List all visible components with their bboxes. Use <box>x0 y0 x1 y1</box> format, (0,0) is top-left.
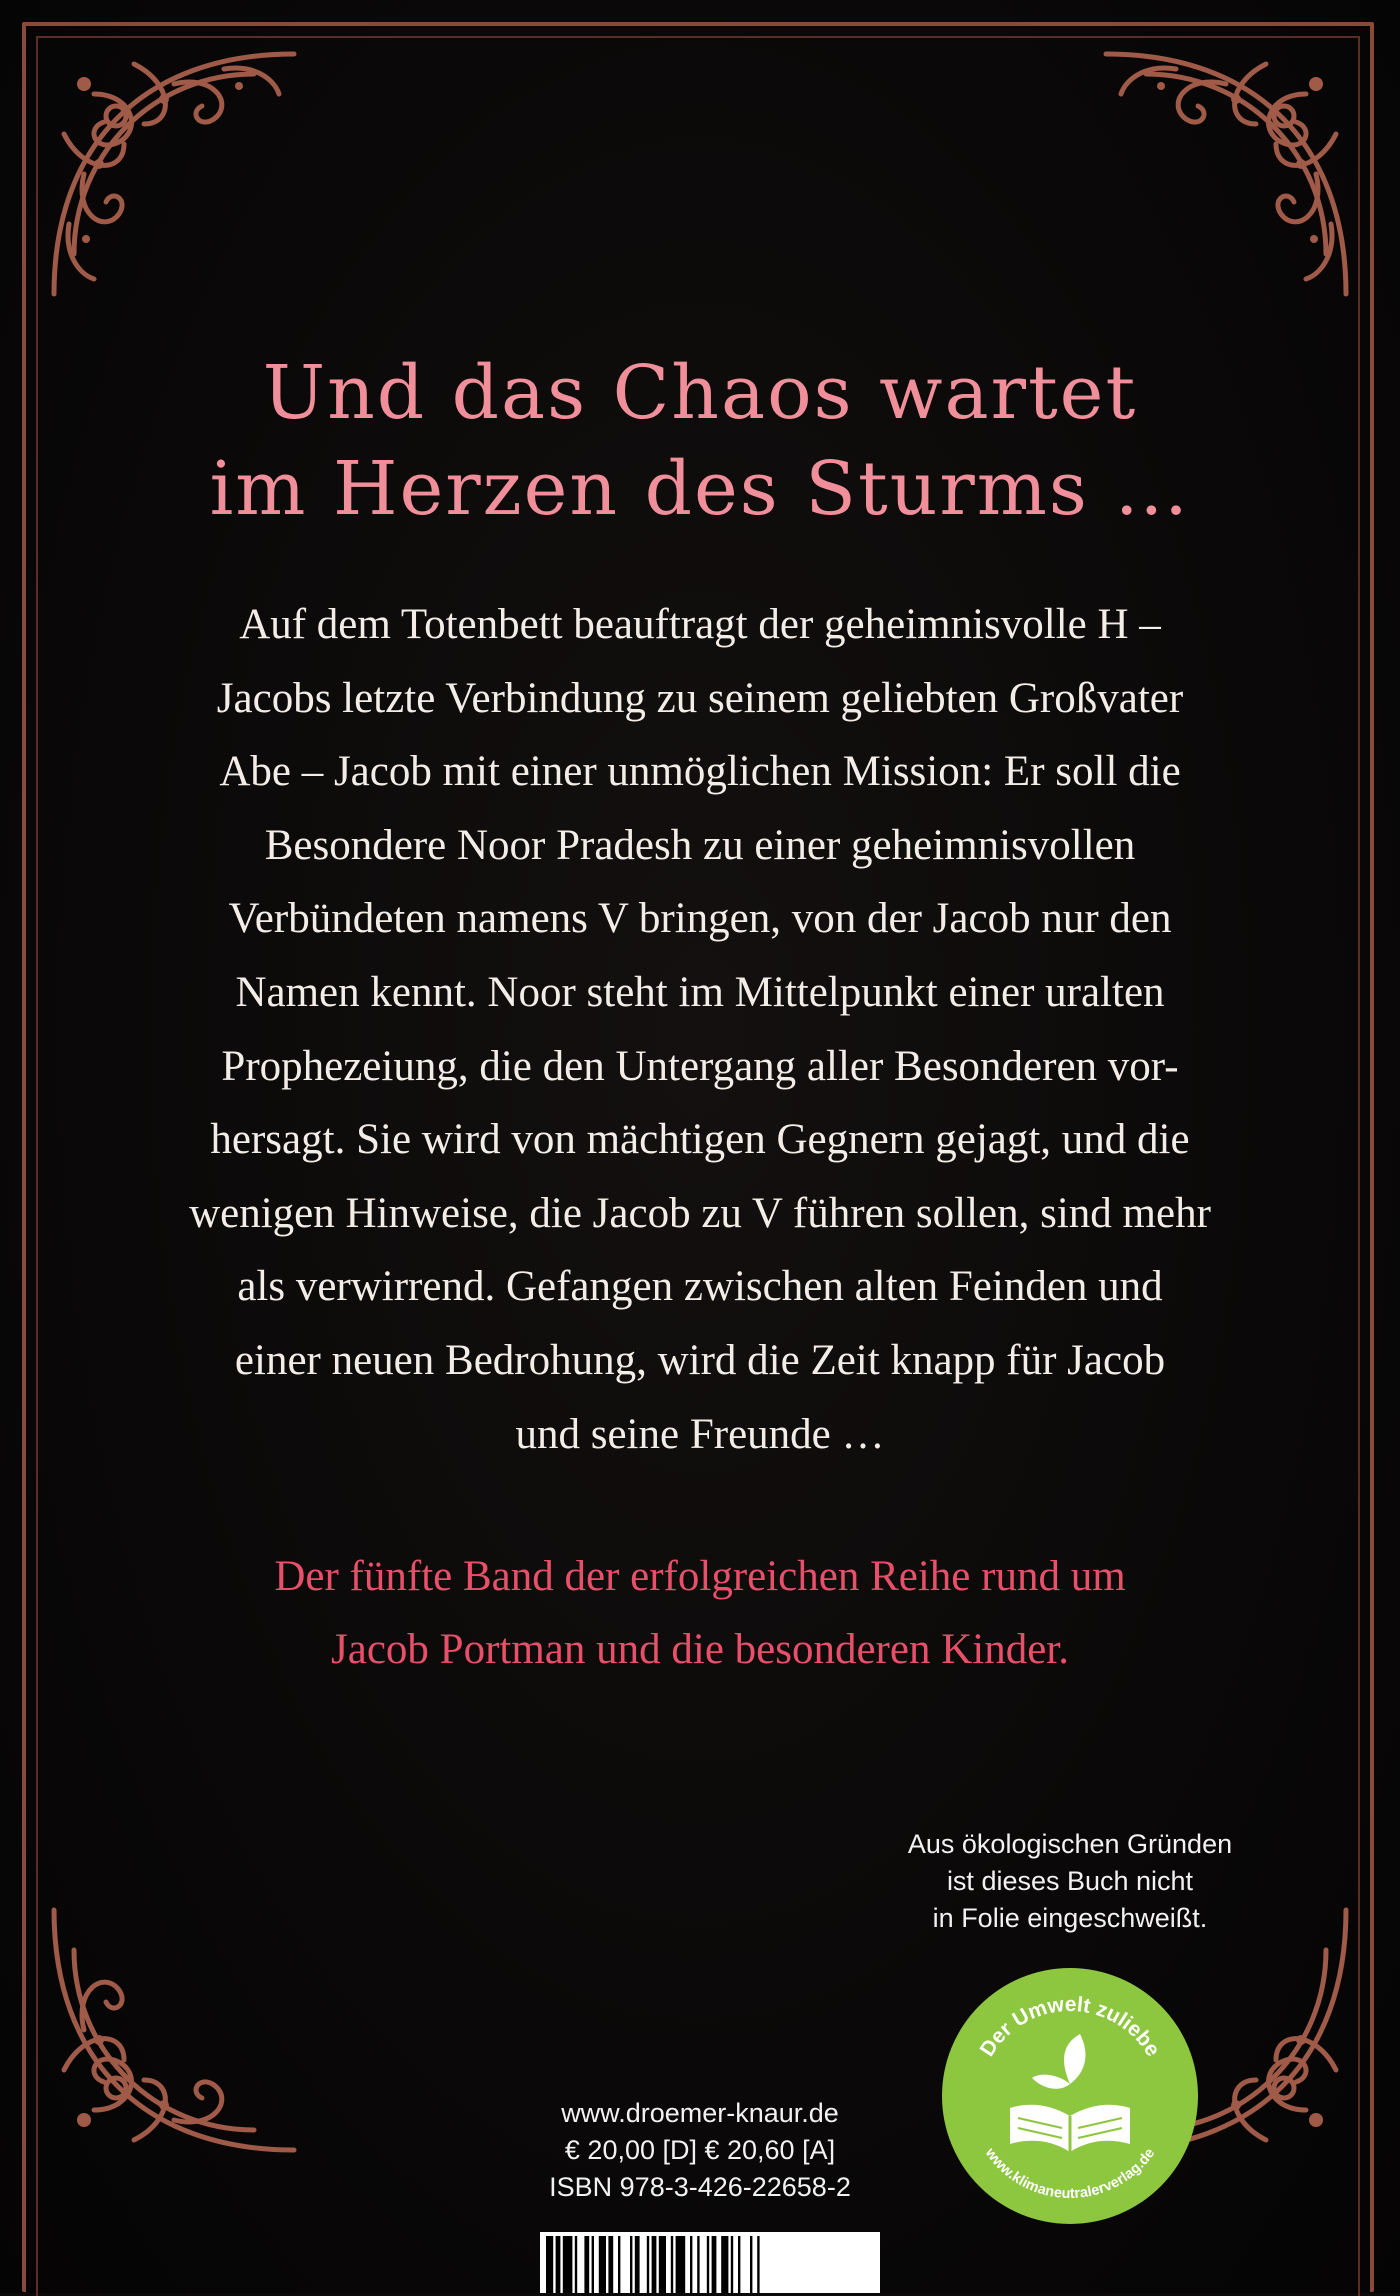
blurb-line: Prophezeiung, die den Untergang aller Besonderen vor- <box>221 1042 1179 1090</box>
tagline-line: Der fünfte Band der erfolgreichen Reihe rund um <box>274 1553 1126 1600</box>
blurb-line: einer neuen Bedrohung, wird die Zeit knapp für Jacob <box>234 1336 1166 1384</box>
blurb-line: wenigen Hinweise, die Jacob zu V führen sollen, sind mehr <box>189 1189 1211 1237</box>
barcode <box>540 2232 880 2293</box>
blurb <box>150 588 1250 1471</box>
blurb-line: Verbündeten namens V bringen, von der Jacob nur den <box>228 895 1172 943</box>
eco-note-line: ist dieses Buch nicht <box>946 1866 1194 1896</box>
corner-ornament-top-left <box>24 24 324 324</box>
headline-line: im Herzen des Sturms … <box>209 446 1191 532</box>
series-tagline <box>150 1540 1250 1686</box>
climate-neutral-badge <box>940 1966 1200 2226</box>
eco-note-line: in Folie eingeschweißt. <box>932 1903 1208 1933</box>
isbn-label: ISBN 978-3-426-22658-2 <box>549 2172 851 2202</box>
badge-top-text: Der Umwelt zuliebe <box>975 1992 1165 2061</box>
corner-ornament-bottom-left <box>24 1880 324 2180</box>
blurb-line: Besondere Noor Pradesh zu einer geheimnisvollen <box>264 821 1136 869</box>
badge-bottom-text: www.klimaneutralerverlag.de <box>981 2145 1159 2203</box>
blurb-line: Namen kennt. Noor steht im Mittelpunkt einer uralten <box>235 968 1165 1016</box>
blurb-line: Abe – Jacob mit einer unmöglichen Mission: Er soll die <box>219 748 1181 796</box>
price-label: € 20,00 [D] € 20,60 [A] <box>564 2135 836 2165</box>
eco-note-line: Aus ökologischen Gründen <box>907 1829 1233 1859</box>
headline-line: Und das Chaos wartet <box>262 350 1138 436</box>
blurb-line: und seine Freunde … <box>515 1410 885 1458</box>
publisher-info <box>520 2095 880 2206</box>
corner-ornament-top-right <box>1076 24 1376 324</box>
headline <box>150 345 1250 537</box>
eco-note <box>880 1826 1260 1937</box>
blurb-line: hersagt. Sie wird von mächtigen Gegnern gejagt, und die <box>210 1116 1190 1164</box>
blurb-line: als verwirrend. Gefangen zwischen alten Feinden und <box>237 1263 1163 1311</box>
publisher-website: www.droemer-knaur.de <box>561 2098 839 2128</box>
blurb-line: Auf dem Totenbett beauftragt der geheimnisvolle H – <box>239 601 1161 648</box>
blurb-line: Jacobs letzte Verbindung zu seinem geliebten Großvater <box>216 674 1184 722</box>
tagline-line: Jacob Portman und die besonderen Kinder. <box>331 1626 1069 1673</box>
